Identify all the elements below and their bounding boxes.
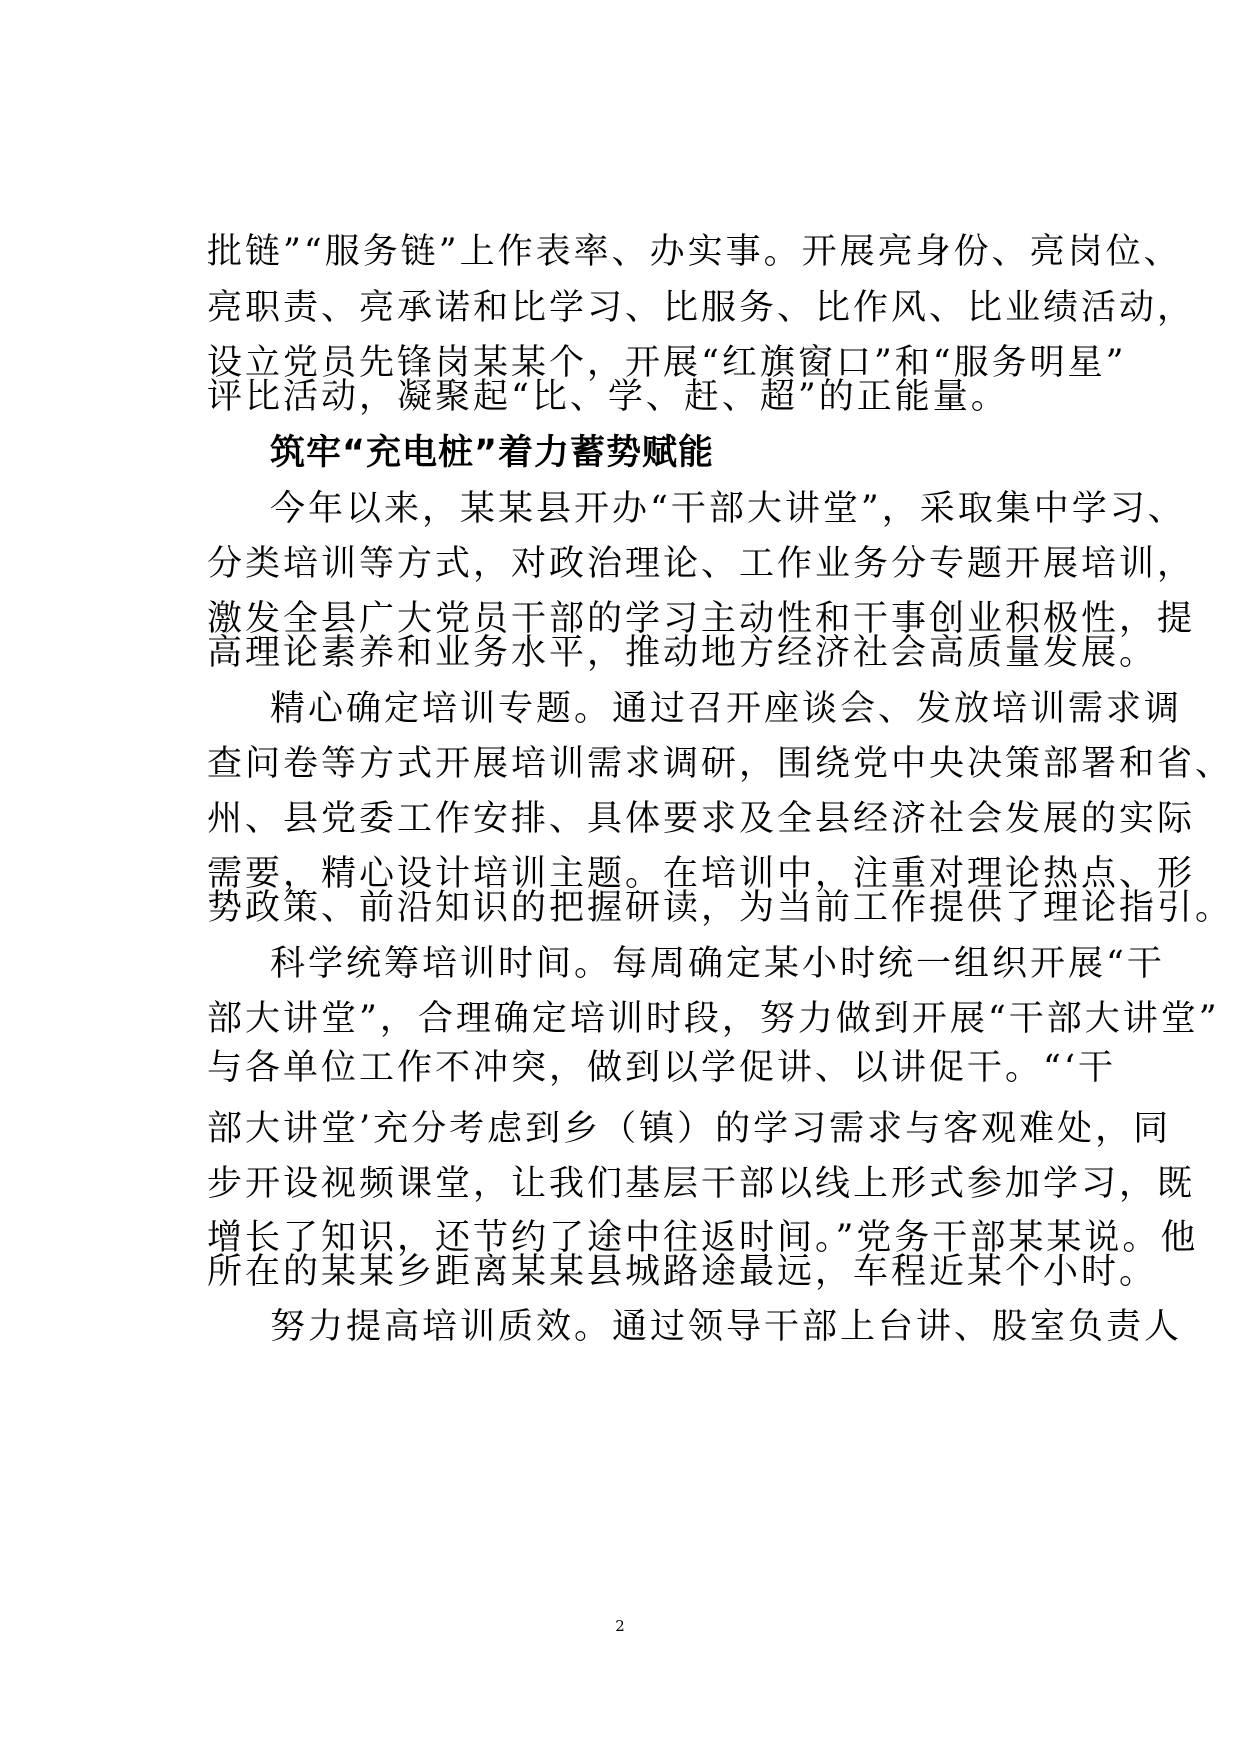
paragraph-line: 州、县党委工作安排、具体要求及全县经济社会发展的实际 <box>207 799 1196 839</box>
paragraph-line: 科学统筹培训时间。每周确定某小时统一组织开展“干 <box>270 944 1165 984</box>
page-number: 2 <box>615 1617 625 1635</box>
paragraph-line: 激发全县广大党员干部的学习主动性和干事创业积极性，提 <box>207 599 1196 639</box>
paragraph-line: 势政策、前沿知识的把握研读，为当前工作提供了理论指引。 <box>207 888 1234 928</box>
paragraph-line: 部大讲堂”，合理确定培训时段，努力做到开展“干部大讲堂” <box>207 999 1220 1039</box>
paragraph-line: 增长了知识，还节约了途中往返时间。”党务干部某某说。他 <box>207 1218 1199 1258</box>
paragraph-line: 部大讲堂’充分考虑到乡（镇）的学习需求与客观难处，同 <box>207 1109 1172 1149</box>
paragraph-line: 高理论素养和业务水平，推动地方经济社会高质量发展。 <box>207 633 1158 673</box>
paragraph-line: 需要，精心设计培训主题。在培训中，注重对理论热点、形 <box>207 854 1196 894</box>
paragraph-line: 今年以来，某某县开办“干部大讲堂”，采取集中学习、 <box>270 489 1186 529</box>
paragraph-line: 精心确定培训专题。通过召开座谈会、发放培训需求调 <box>270 689 1183 729</box>
paragraph-line: 设立党员先锋岗某某个，开展“红旗窗口”和“服务明星” <box>207 343 1127 383</box>
paragraph-line: 步开设视频课堂，让我们基层干部以线上形式参加学习，既 <box>207 1164 1196 1204</box>
paragraph-line: 亮职责、亮承诺和比学习、比服务、比作风、比业绩活动， <box>207 288 1196 328</box>
paragraph-line: 所在的某某乡距离某某县城路途最远，车程近某个小时。 <box>207 1252 1158 1292</box>
paragraph-line: 查问卷等方式开展培训需求调研，围绕党中央决策部署和省、 <box>207 744 1234 784</box>
paragraph-line: 评比活动，凝聚起“比、学、赶、超”的正能量。 <box>207 377 1009 417</box>
section-heading: 筑牢“充电桩”着力蓄势赋能 <box>270 433 715 473</box>
paragraph-line: 与各单位工作不冲突，做到以学促讲、以讲促干。“‘干 <box>207 1048 1117 1088</box>
paragraph-line: 分类培训等方式，对政治理论、工作业务分专题开展培训， <box>207 544 1196 584</box>
paragraph-line: 努力提高培训质效。通过领导干部上台讲、股室负责人 <box>270 1307 1183 1347</box>
paragraph-line: 批链”“服务链”上作表率、办实事。开展亮身份、亮岗位、 <box>207 232 1182 272</box>
